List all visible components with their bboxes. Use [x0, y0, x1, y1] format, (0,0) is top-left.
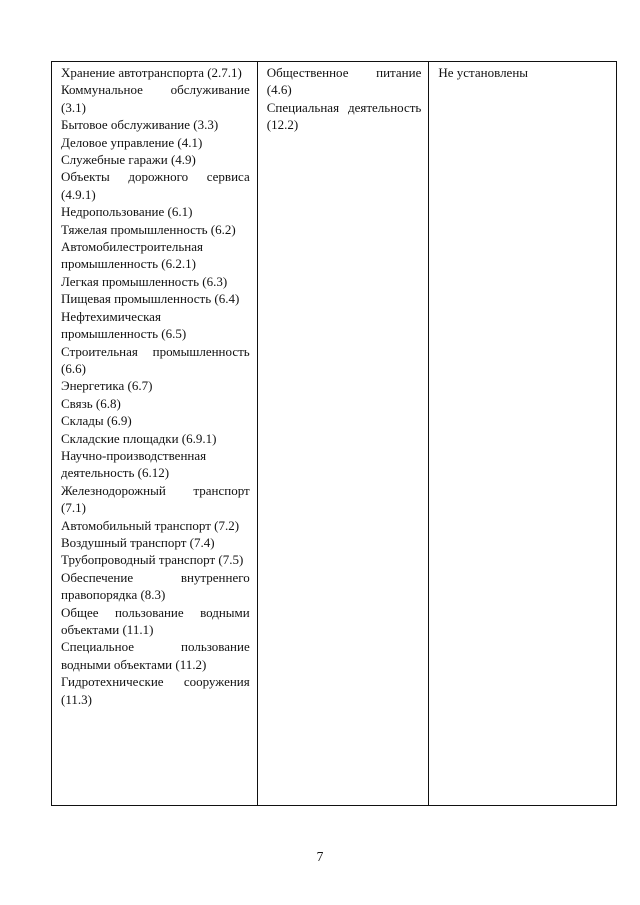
list-item: Обеспечение внутреннего правопорядка (8.3) — [61, 569, 250, 603]
list-item: Специальное пользование водными объектами (11.2) — [61, 639, 250, 672]
list-item: Гидротехнические сооружения (11.3) — [61, 674, 250, 707]
auxiliary-uses-cell — [429, 62, 617, 806]
list-item: Общее пользование водными объектами (11.1) — [61, 604, 250, 637]
list-item: Научно-производственная деятельность (6.12) — [61, 447, 207, 481]
list-item: Железнодорожный транспорт (7.1) — [61, 482, 250, 516]
conditional-uses-cell — [257, 62, 429, 806]
list-item: Коммунальное обслуживание (3.1) — [61, 82, 250, 115]
main-uses-cell — [52, 62, 258, 806]
list-item: Тяжелая промышленность (6.2) — [61, 221, 236, 237]
page-number: 7 — [316, 849, 324, 864]
list-item: Недропользование (6.1) — [61, 204, 193, 220]
list-item: Склады (6.9) — [61, 413, 132, 429]
list-item: Легкая промышленность (6.3) — [61, 273, 228, 289]
table-row — [52, 62, 617, 806]
list-item: Объекты дорожного сервиса (4.9.1) — [61, 169, 250, 202]
list-item: Бытовое обслуживание (3.3) — [61, 117, 219, 133]
list-item: Служебные гаражи (4.9) — [61, 152, 196, 168]
land-use-table — [51, 61, 617, 806]
list-item: Нефтехимическая промышленность (6.5) — [61, 308, 187, 342]
list-item: Энергетика (6.7) — [61, 378, 153, 394]
list-item: Трубопроводный транспорт (7.5) — [61, 552, 244, 568]
list-item: Воздушный транспорт (7.4) — [61, 534, 215, 550]
not-established-text: Не установлены — [438, 65, 529, 80]
list-item: Деловое управление (4.1) — [61, 134, 203, 150]
list-item: Пищевая промышленность (6.4) — [61, 291, 240, 307]
list-item: Специальная деятельность (12.2) — [266, 99, 422, 133]
list-item: Строительная промышленность (6.6) — [61, 343, 250, 376]
list-item: Складские площадки (6.9.1) — [61, 430, 217, 446]
list-item: Общественное питание (4.6) — [266, 65, 422, 98]
list-item: Хранение автотранспорта (2.7.1) — [61, 65, 242, 80]
list-item: Связь (6.8) — [61, 395, 121, 411]
list-item: Автомобильный транспорт (7.2) — [61, 517, 240, 533]
list-item: Автомобилестроительная промышленность (6.2.1) — [61, 239, 203, 272]
